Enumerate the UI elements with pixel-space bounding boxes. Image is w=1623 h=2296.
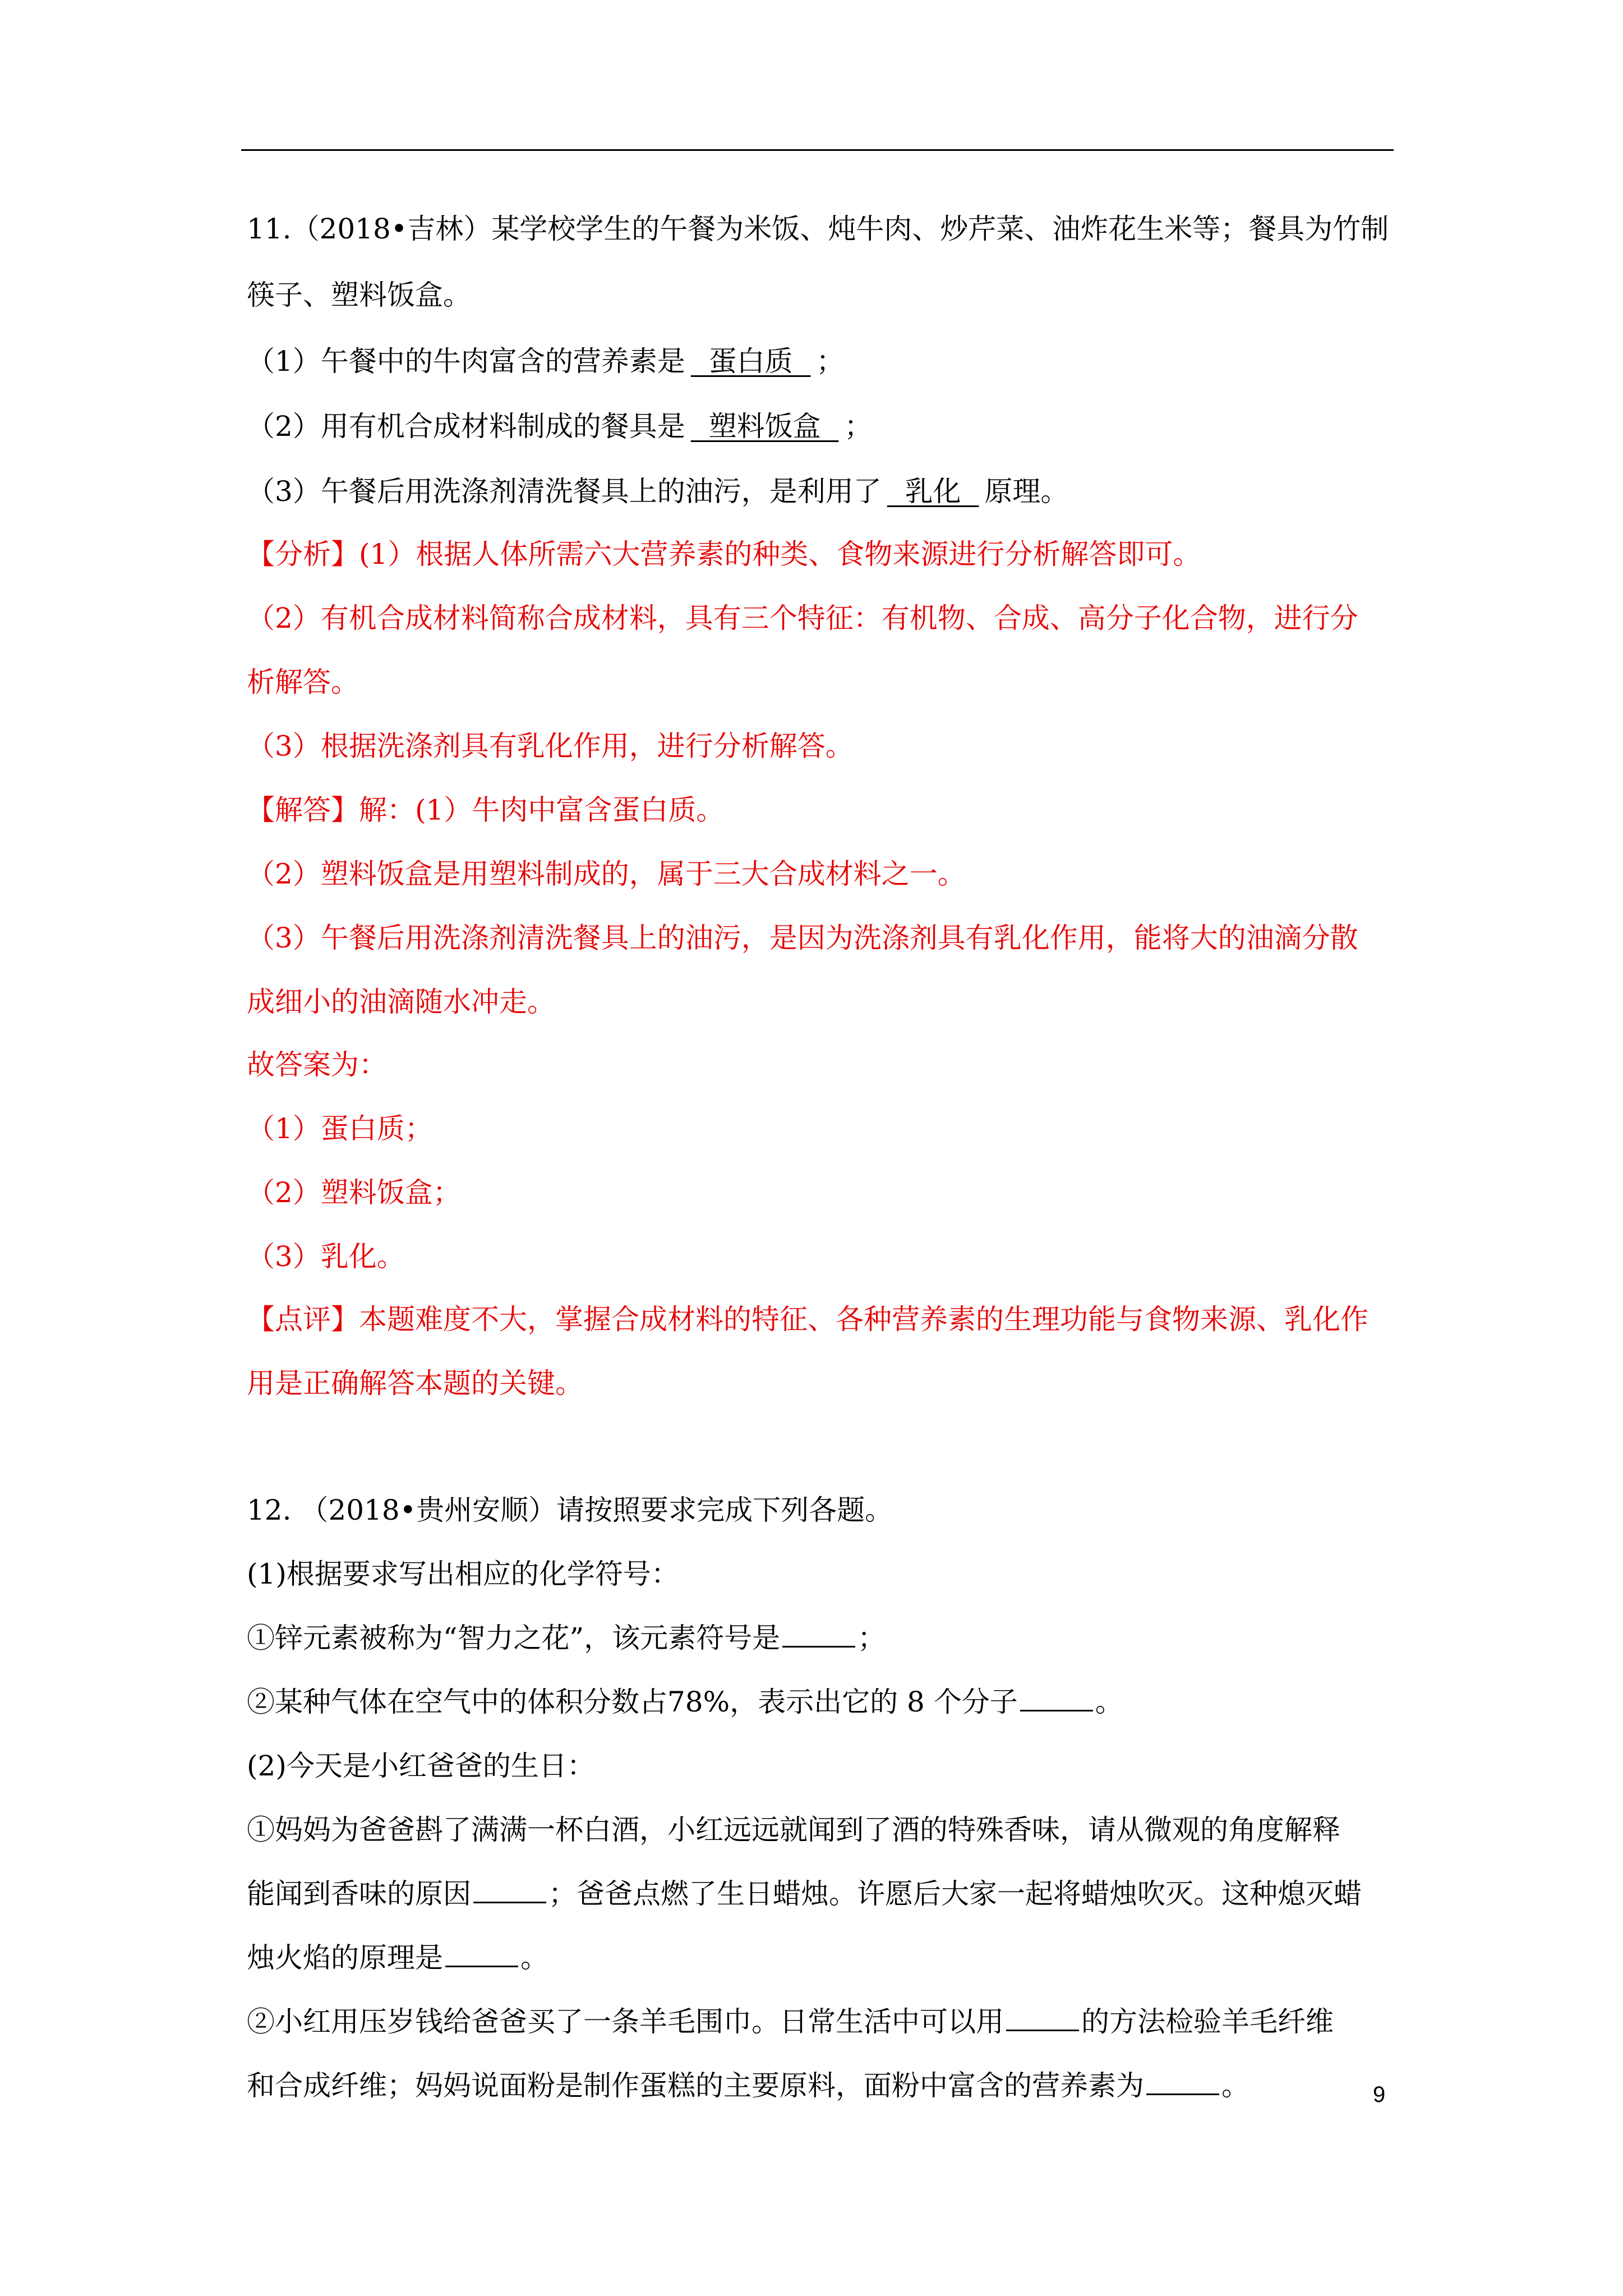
q12-part1-b — [247, 1685, 1123, 1719]
q12-stem: 12. （2018•贵州安顺）请按照要求完成下列各题。 — [247, 1494, 893, 1526]
q12-part2-a-line-1: ①妈妈为爸爸斟了满满一杯白酒，小红远远就闻到了酒的特殊香味，请从微观的角度解释 — [247, 1814, 1340, 1846]
q11-answer-3: （3）乳化。 — [247, 1240, 405, 1273]
answer-blank[interactable] — [1006, 2007, 1079, 2031]
q12-part1-b-end: 。 — [1095, 1686, 1123, 1718]
q11-part-1-end: ； — [816, 345, 845, 378]
q11-analysis-2a: （2）有机合成材料简称合成材料，具有三个特征：有机物、合成、高分子化合物，进行分 — [247, 602, 1358, 634]
q12-part2-b-line-1-rest: 的方法检验羊毛纤维 — [1081, 2005, 1334, 2038]
q12-part2-a-line-3-end: 。 — [520, 1941, 548, 1974]
q11-part-2-prompt: （2）用有机合成材料制成的餐具是 — [247, 410, 685, 443]
q12-part2-b-line-1 — [247, 2005, 1334, 2039]
q12-part2-a-line-2-rest: ；爸爸点燃了生日蜡烛。许愿后大家一起将蜡烛吹灭。这种熄灭蜡 — [548, 1878, 1362, 1910]
q11-answer-2: （2）塑料饭盒； — [247, 1176, 461, 1209]
q12-part2-a-line-2 — [247, 1877, 1362, 1911]
q11-analysis-3: （3）根据洗涤剂具有乳化作用，进行分析解答。 — [247, 730, 854, 762]
q11-analysis-1: 【分析】(1）根据人体所需六大营养素的种类、食物来源进行分析解答即可。 — [247, 538, 1201, 570]
q12-part1-a — [247, 1621, 886, 1655]
q11-part-1-prompt: （1）午餐中的牛肉富含的营养素是 — [247, 345, 685, 378]
q11-part-2-end: ； — [844, 410, 873, 443]
page-number: 9 — [1373, 2082, 1386, 2107]
q11-solution-2: （2）塑料饭盒是用塑料制成的，属于三大合成材料之一。 — [247, 858, 966, 890]
answer-blank[interactable] — [1146, 2071, 1219, 2095]
q11-part-3-end: 原理。 — [984, 475, 1069, 508]
q11-part-2-answer: 塑料饭盒 — [690, 410, 839, 443]
q11-part-1-answer: 蛋白质 — [690, 345, 811, 378]
q12-part2-b-line-2-prompt: 和合成纤维；妈妈说面粉是制作蛋糕的主要原料，面粉中富含的营养素为 — [247, 2069, 1144, 2102]
answer-blank[interactable] — [473, 1879, 546, 1903]
q11-part-2 — [247, 409, 872, 443]
q11-solution-1: 【解答】解：(1）牛肉中富含蛋白质。 — [247, 794, 725, 826]
answer-blank[interactable] — [782, 1623, 855, 1648]
q12-part2-b-line-1-prompt: ②小红用压岁钱给爸爸买了一条羊毛围巾。日常生活中可以用 — [247, 2005, 1004, 2038]
q11-part-3 — [247, 475, 1068, 508]
q12-part1-b-prompt: ②某种气体在空气中的体积分数占78%，表示出它的 8 个分子 — [247, 1686, 1018, 1718]
header-rule — [241, 149, 1394, 151]
q11-solution-3b: 成细小的油滴随水冲走。 — [247, 986, 555, 1018]
q11-part-3-answer: 乳化 — [887, 475, 979, 508]
q12-part2-a-line-3-prompt: 烛火焰的原理是 — [247, 1941, 443, 1974]
q11-answer-1: （1）蛋白质； — [247, 1112, 433, 1145]
answer-blank[interactable] — [445, 1943, 518, 1967]
q12-part2-a-line-2-prompt: 能闻到香味的原因 — [247, 1878, 471, 1910]
q11-stem-line-1: 11.（2018•吉林）某学校学生的午餐为米饭、炖牛肉、炒芹菜、油炸花生米等；餐具为竹制 — [247, 213, 1389, 245]
q11-part-3-prompt: （3）午餐后用洗涤剂清洗餐具上的油污，是利用了 — [247, 475, 882, 508]
q11-comment-1: 【点评】本题难度不大，掌握合成材料的特征、各种营养素的生理功能与食物来源、乳化作 — [247, 1303, 1368, 1336]
q11-answer-heading: 故答案为： — [247, 1048, 387, 1081]
q12-part1-a-prompt: ①锌元素被称为“智力之花”，该元素符号是 — [247, 1622, 781, 1654]
q11-comment-2: 用是正确解答本题的关键。 — [247, 1367, 583, 1400]
q12-part1-a-end: ； — [857, 1622, 886, 1654]
q11-part-1 — [247, 344, 844, 378]
answer-blank[interactable] — [1020, 1687, 1093, 1711]
q12-part2-b-line-2-end: 。 — [1221, 2069, 1249, 2102]
q11-stem-line-2: 筷子、塑料饭盒。 — [247, 279, 471, 311]
q12-part2-a-line-3 — [247, 1941, 548, 1975]
q12-part2-heading: (2)今天是小红爸爸的生日： — [247, 1750, 595, 1782]
q12-part2-b-line-2 — [247, 2069, 1249, 2102]
q12-part1-heading: (1)根据要求写出相应的化学符号： — [247, 1558, 679, 1590]
q11-analysis-2b: 析解答。 — [247, 666, 359, 698]
q11-solution-3a: （3）午餐后用洗涤剂清洗餐具上的油污，是因为洗涤剂具有乳化作用，能将大的油滴分散 — [247, 922, 1358, 954]
